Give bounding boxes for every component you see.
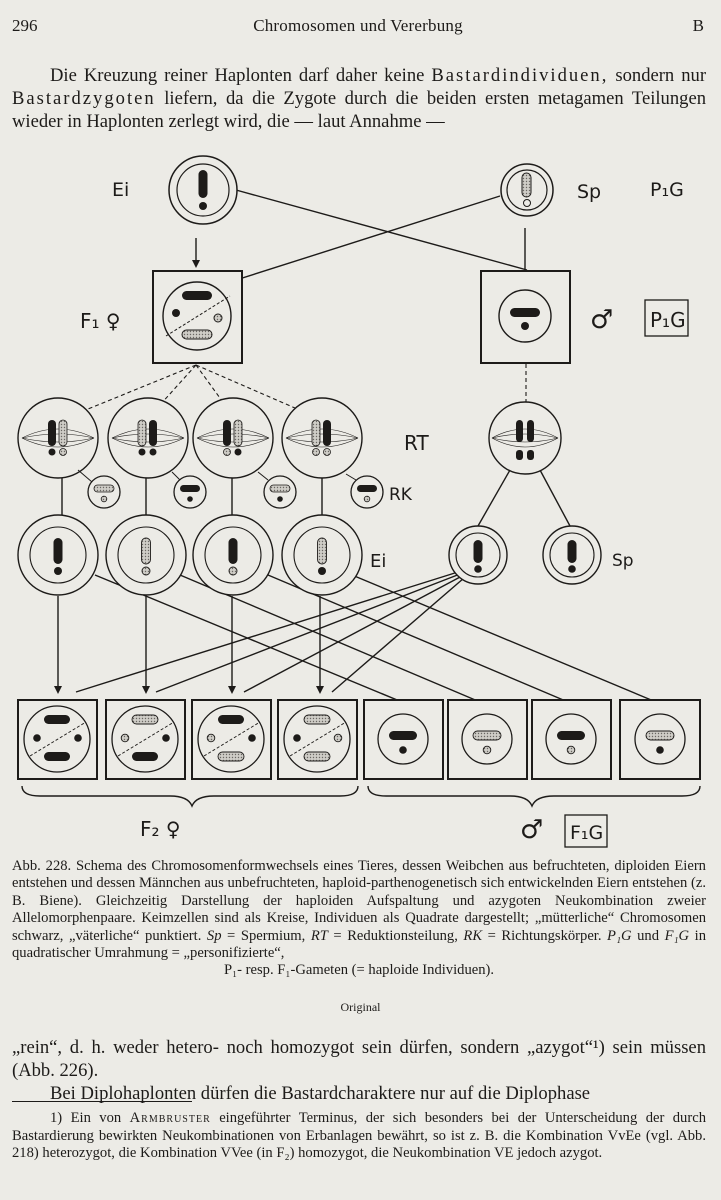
label-ei-row: Ei (370, 551, 387, 572)
footnote-marker: 1) Ein von (50, 1110, 130, 1126)
f2-female-square-3 (192, 700, 271, 779)
running-title: Chromosomen und Vererbung (253, 16, 463, 35)
label-ei-top: Ei (112, 179, 130, 201)
sperm-cell-top (501, 164, 553, 216)
rt-cell-1 (18, 398, 98, 478)
polar-body-3 (258, 472, 296, 508)
caption-last-line: P₁- resp. F₁-Gameten (= haploide Individuen). (223, 962, 495, 979)
page-number: 296 (12, 16, 38, 35)
rt-cell-3 (193, 398, 273, 478)
f2-female-square-2 (106, 700, 185, 779)
caption-text-5: und (631, 927, 665, 944)
f1-female-square (153, 271, 242, 363)
footnote (12, 1110, 706, 1163)
f2-male-square-3 (532, 700, 611, 779)
label-sp-top: Sp (577, 181, 602, 203)
rt-cell-male (489, 402, 561, 474)
page-header (12, 16, 704, 42)
intro-text-3: liefern, da die Zygote durch die beiden ersten metagamen Teilungen wieder in Haplonten zerlegt wird, die — laut Annahme — (12, 88, 706, 132)
brace-male (368, 786, 700, 806)
footnote-author: Armbruster (129, 1110, 211, 1126)
polar-body-1 (78, 470, 120, 508)
polar-body-2 (172, 472, 206, 508)
sperm-cell-1 (449, 526, 507, 584)
intro-paragraph (12, 64, 706, 133)
f2-female-square-1 (18, 700, 97, 779)
label-f1g-box: F₁G (570, 822, 604, 844)
caption-original: Original (340, 1000, 381, 1014)
caption-text-4: = Richtungskörper. (482, 927, 608, 944)
caption-figure-number: Abb. 228. (12, 858, 72, 874)
label-rt: RT (404, 431, 429, 455)
intro-emph-1: Bastardindividuen, (431, 65, 609, 86)
caption-f1g: F₁G (664, 927, 690, 944)
intro-text-1: Die Kreuzung reiner Haplonten darf daher keine (50, 65, 432, 86)
polar-body-4 (346, 474, 383, 508)
label-p1g-top: P₁G (650, 179, 684, 201)
label-f2-female: F₂ ♀ (140, 817, 181, 841)
caption-sp: Sp (206, 927, 222, 944)
caption-text-2: = Spermium, (221, 927, 311, 944)
f1-male-square (481, 271, 570, 363)
figure-caption (12, 858, 706, 980)
reduction-division-cells (18, 398, 561, 478)
label-male-f1: ♂ (590, 305, 614, 335)
rt-cell-4 (282, 398, 362, 478)
sperm-cells-row (449, 526, 601, 584)
label-rk: RK (389, 485, 412, 505)
caption-text-6: in quadratischer Umrahmung = „personifizierte“, (12, 927, 706, 962)
body-paragraphs (12, 1036, 706, 1105)
body-paragraph-2: Bei Diplohaplonten dürfen die Bastardcharaktere nur auf die Diplophase (50, 1083, 591, 1104)
label-male-f2: ♂ (520, 815, 544, 845)
chromosome-diagram (0, 148, 721, 860)
brace-female (22, 786, 358, 806)
egg-cell-4 (282, 515, 362, 595)
label-f1-female: F₁ ♀ (80, 309, 121, 333)
sperm-cell-2 (543, 526, 601, 584)
caption-text-3: = Reduktionsteilung, (327, 927, 464, 944)
f2-male-square-2 (448, 700, 527, 779)
body-paragraph-1: „rein“, d. h. weder hetero- noch homozygot sein dürfen, sondern „azygot“¹) sein müssen (Abb. 226). (12, 1037, 706, 1081)
egg-cell-2 (106, 515, 186, 595)
rt-cell-2 (108, 398, 188, 478)
caption-text-1: Schema des Chromosomenformwechsels eines Tieres, dessen Weibchen aus befruchteten, diploiden Eiern entstehen und dessen Männchen aus unbefruchteten, haploid-parthenogenetisch sich entwickelnden Eiern entstehen (z. B. Biene). Gleichzeitig Darstellung der haploiden Aufspaltung und azygoten Neukombination zweier Allelomorphenpaare. Keimzellen sind als Kreise, Individuen als Quadrate dargestellt; „mütterliche“ Chromosomen schwarz, „väterliche“ punktiert. (12, 858, 706, 944)
egg-cell-1 (18, 515, 98, 595)
f2-male-square-4 (620, 700, 700, 779)
f2-male-square-1 (364, 700, 443, 779)
label-p1g-box: P₁G (650, 308, 686, 332)
signature-mark: B (692, 16, 704, 35)
egg-cell-top (169, 156, 237, 224)
intro-text-2: sondern nur (608, 65, 707, 86)
footnote-text: eingeführter Terminus, der sich besonders bei der Unterscheidung der durch Bastardierung bewirkten Neukombinationen von Erbanlagen bewährt, so ist z. B. die Kombination VvEe (vgl. Abb. 218) heterozygot, die Kombination VVee (in F₂) homozygot, die Neukombination VE jedoch azygot. (12, 1110, 706, 1162)
f2-female-square-4 (278, 700, 357, 779)
caption-rk: RK (463, 927, 483, 944)
f2-individuals (18, 700, 700, 779)
egg-cells-row (18, 515, 362, 595)
footnote-rule (12, 1101, 192, 1102)
label-sp-row: Sp (612, 551, 634, 571)
caption-p1g: P₁G (607, 927, 632, 944)
egg-cell-3 (193, 515, 273, 595)
intro-emph-2: Bastardzygoten (12, 88, 156, 109)
caption-rt: RT (310, 927, 328, 944)
